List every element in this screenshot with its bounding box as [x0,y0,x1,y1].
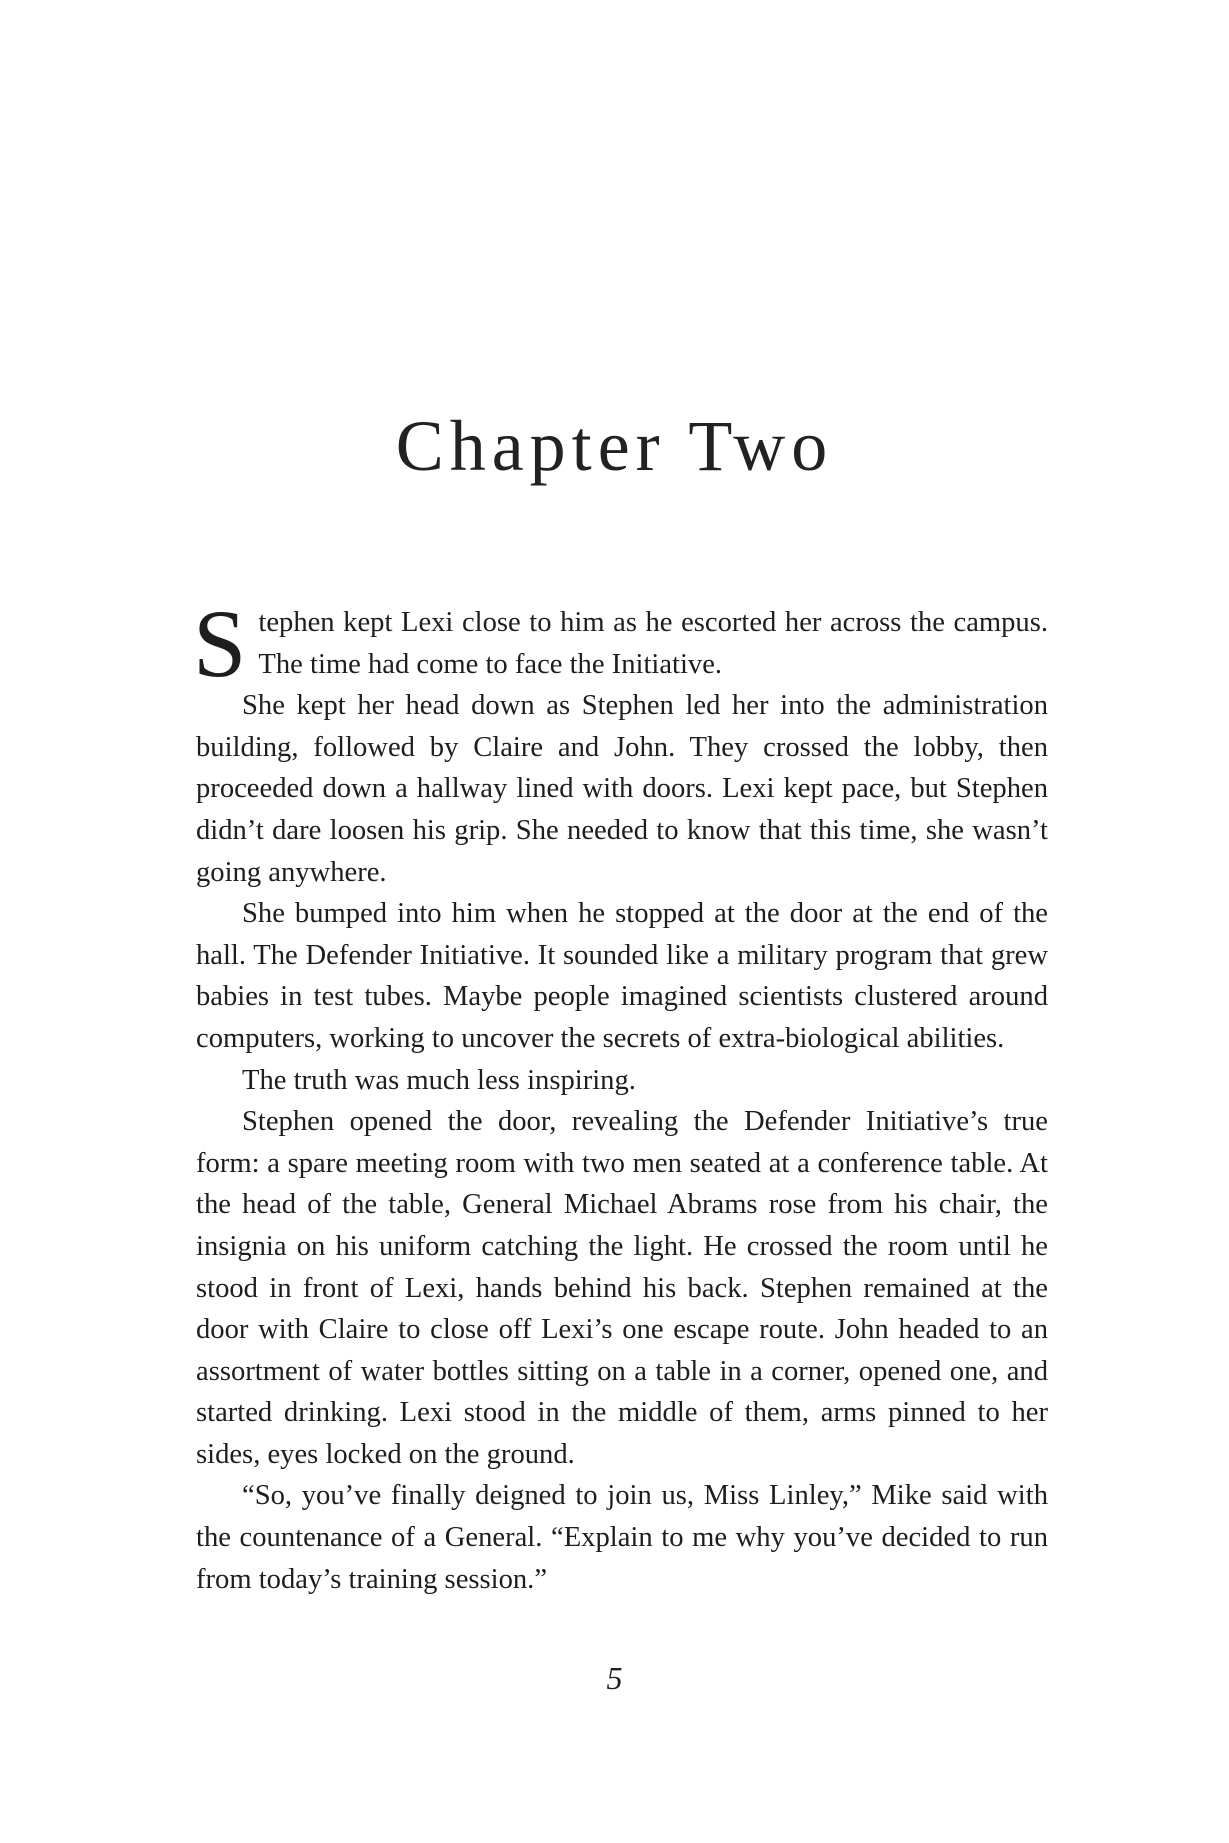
page-number: 5 [606,1660,623,1696]
paragraph-1 [193,590,1048,697]
paragraph-3: She bumped into him when he stopped at the door at the end of the hall. The Defender Initiative. It sounded like a military program that grew babies in test tubes. Maybe people imagined scientists clustered around computers, working to uncover the secrets of extra-biological abilities. [196,898,1048,1054]
paragraph-2: She kept her head down as Stephen led her into the administration building, followed by Claire and John. They crossed the lobby, then proceeded down a hallway lined with doors. Lexi kept pace, but Stephen didn’t dare loosen his grip. She needed to know that this time, she wasn’t going anywhere. [196,690,1048,888]
paragraph-5: Stephen opened the door, revealing the Defender Initiative’s true form: a spare meeting room with two men seated at a conference table. At the head of the table, General Michael Abrams rose from his chair, the insignia on his uniform catching the light. He crossed the room until he stood in front of Lexi, hands behind his back. Stephen remained at the door with Claire to close off Lexi’s one escape route. John headed to an assortment of water bottles sitting on a table in a corner, opened one, and started drinking. Lexi stood in the middle of them, arms pinned to her sides, eyes locked on the ground. [196,1106,1048,1470]
chapter-body [193,590,1048,1600]
paragraph-1-text: tephen kept Lexi close to him as he escorted her across the campus. The time had come to face the Initiative. [258,607,1048,680]
paragraph-4: The truth was much less inspiring. [242,1064,636,1096]
paragraph-6: “So, you’ve finally deigned to join us, Miss Linley,” Mike said with the countenance of a General. “Explain to me why you’ve decided to run from today’s training session.” [196,1480,1048,1595]
chapter-title: Chapter Two [395,406,834,486]
drop-cap: S [193,590,247,697]
